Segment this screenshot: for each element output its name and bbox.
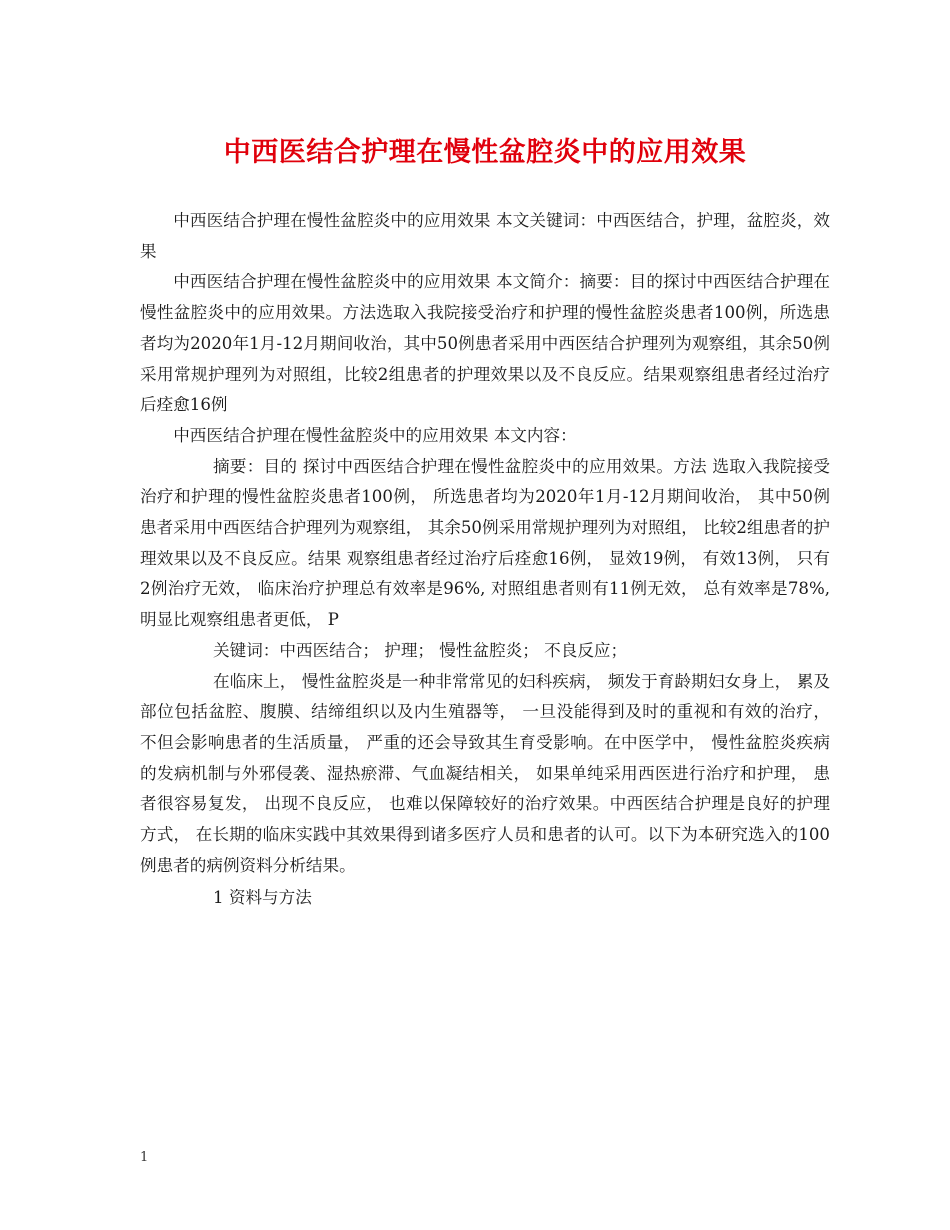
keywords-summary-paragraph: 中西医结合护理在慢性盆腔炎中的应用效果 本文关键词：中西医结合，护理，盆腔炎，效果 bbox=[140, 211, 830, 261]
introduction-summary-paragraph: 中西医结合护理在慢性盆腔炎中的应用效果 本文简介：摘要：目的探讨中西医结合护理在慢性盆腔炎中的应用效果。方法选取入我院接受治疗和护理的慢性盆腔炎患者100例，所选患者均为2020年1月-12月期间收治，其中50例患者采用中西医结合护理列为观察组，其余50例采用常规护理列为对照组，比较2组患者的护理效果以及不良反应。结果观察组患者经过治疗后痊愈16例 bbox=[140, 272, 830, 415]
document-body bbox=[140, 206, 830, 914]
page-number: 1 bbox=[140, 1150, 149, 1165]
section-heading: 1 资料与方法 bbox=[213, 888, 312, 908]
introduction-paragraph: 在临床上， 慢性盆腔炎是一种非常常见的妇科疾病， 频发于育龄期妇女身上， 累及部位包括盆腔、腹膜、结缔组织以及内生殖器等， 一旦没能得到及时的重视和有效的治疗， 不但会影响患者的生活质量， 严重的还会导致其生育受影响。在中医学中， 慢性盆腔炎疾病的发病机制与外邪侵袭、湿热瘀滞、气血凝结相关， 如果单纯采用西医进行治疗和护理， 患者很容易复发， 出现不良反应， 也难以保障较好的治疗效果。中西医结合护理是良好的护理方式， 在长期的临床实践中其效果得到诸多医疗人员和患者的认可。以下为本研究选入的100例患者的病例资料分析结果。 bbox=[140, 671, 830, 875]
keywords-paragraph: 关键词：中西医结合； 护理； 慢性盆腔炎； 不良反应； bbox=[213, 640, 628, 660]
abstract-paragraph: 摘要：目的 探讨中西医结合护理在慢性盆腔炎中的应用效果。方法 选取入我院接受治疗和护理的慢性盆腔炎患者100例， 所选患者均为2020年1月-12月期间收治， 其中50例患者采用中西医结合护理列为观察组， 其余50例采用常规护理列为对照组， 比较2组患者的护理效果以及不良反应。结果 观察组患者经过治疗后痊愈16例， 显效19例， 有效13例， 只有2例治疗无效， 临床治疗护理总有效率是96%, 对照组患者则有11例无效， 总有效率是78%, 明显比观察组患者更低， P bbox=[140, 456, 830, 630]
document-title: 中西医结合护理在慢性盆腔炎中的应用效果 bbox=[223, 137, 747, 168]
content-label-paragraph: 中西医结合护理在慢性盆腔炎中的应用效果 本文内容： bbox=[173, 425, 577, 445]
